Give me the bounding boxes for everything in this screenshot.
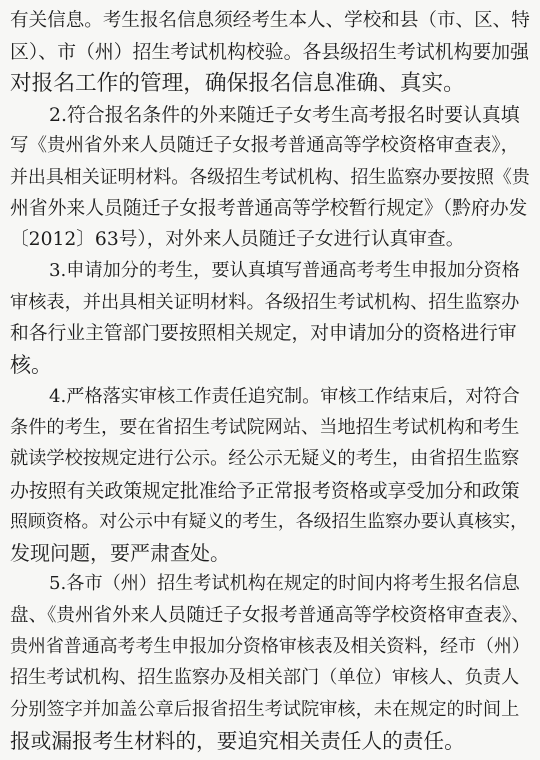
text-line-22: 招生考试机构、招生监察办及相关部门（单位）审核人、负责人 <box>10 667 520 688</box>
text-line-21: 贵州省普通高考考生申报加分资格审核表及相关资料，经市（州） <box>10 636 530 657</box>
text-line-18: 发现问题，要严肃查处。 <box>10 541 230 565</box>
text-line-14: 条件的考生，要在省招生考试院网站、当地招生考试机构和考生 <box>10 417 520 438</box>
text-line-6: 并出具相关证明材料。各级招生考试机构、招生监察办要按照《贵 <box>10 167 530 188</box>
text-line-8: 〔2012〕63号），对外来人员随迁子女进行认真审查。 <box>10 229 465 250</box>
text-line-16: 办按照有关政策规定批准给予正常报考资格或享受加分和政策 <box>10 480 520 502</box>
text-line-10: 审核表，并出具相关证明材料。各级招生考试机构、招生监察办 <box>10 292 520 313</box>
text-line-11: 和各行业主管部门要按照相关规定，对申请加分的资格进行审 <box>10 323 517 344</box>
text-line-1: 有关信息。考生报名信息须经考生本人、学校和县（市、区、特 <box>10 10 530 31</box>
text-line-17: 照顾资格。对公示中有疑义的考生，各级招生监察办要认真核实， <box>10 511 528 532</box>
text-line-12: 核。 <box>10 353 52 377</box>
text-line-3: 对报名工作的管理，确保报名信息准确、真实。 <box>10 71 465 96</box>
text-line-15: 就读学校按规定进行公示。经公示无疑义的考生，由省招生监察 <box>10 448 520 469</box>
text-line-23: 分别签字并加盖公章后报省招生考试院审核，未在规定的时间上 <box>10 699 520 720</box>
text-line-24: 报或漏报考生材料的，要追究相关责任人的责任。 <box>10 729 465 753</box>
text-line-4: 2.符合报名条件的外来随迁子女考生高考报名时要认真填 <box>49 104 520 126</box>
text-line-7: 州省外来人员随迁子女报考普通高等学校暂行规定》（黔府办发 <box>10 198 528 219</box>
text-line-5: 写《贵州省外来人员随迁子女报考普通高等学校资格审查表》， <box>10 135 520 156</box>
text-line-9: 3.申请加分的考生，要认真填写普通高考考生申报加分资格 <box>49 260 520 281</box>
text-line-13: 4.严格落实审核工作责任追究制。审核工作结束后，对符合 <box>49 386 520 407</box>
text-line-20: 盘、《贵州省外来人员随迁子女报考普通高等学校资格审查表》、 <box>10 605 530 626</box>
text-line-19: 5.各市（州）招生考试机构在规定的时间内将考生报名信息 <box>49 573 520 594</box>
text-line-2: 区）、市（州）招生考试机构校验。各县级招生考试机构要加强 <box>10 41 530 63</box>
